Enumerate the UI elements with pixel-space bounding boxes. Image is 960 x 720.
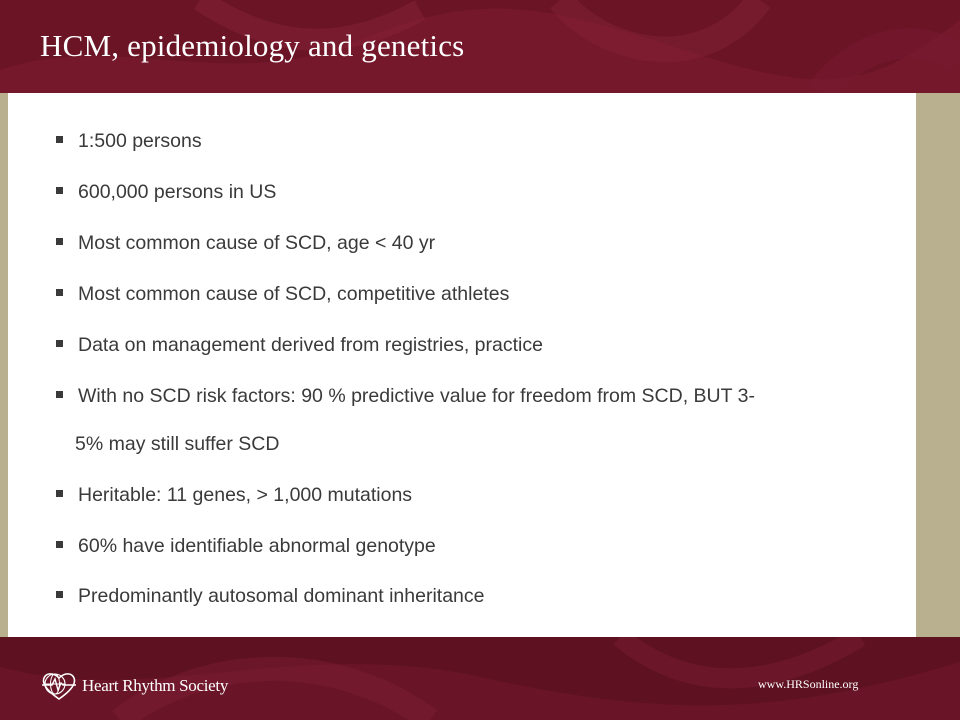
square-bullet-icon — [56, 340, 63, 347]
bullet-item — [56, 129, 202, 153]
bullet-item — [56, 384, 755, 408]
heart-globe-icon — [40, 670, 78, 702]
bullet-item — [56, 534, 436, 558]
square-bullet-icon — [56, 541, 63, 548]
right-tan-strip — [916, 93, 960, 637]
bullet-text: Most common cause of SCD, age < 40 yr — [78, 232, 436, 254]
bullet-text: Heritable: 11 genes, > 1,000 mutations — [78, 484, 413, 506]
square-bullet-icon — [56, 136, 63, 143]
bullet-item — [56, 282, 509, 306]
slide-title: HCM, epidemiology and genetics — [40, 28, 465, 63]
square-bullet-icon — [56, 391, 63, 398]
bullet-continuation-text: 5% may still suffer SCD — [75, 433, 280, 455]
bullet-item — [56, 180, 276, 204]
heart-rhythm-society-logo — [40, 670, 228, 702]
bullet-text: 60% have identifiable abnormal genotype — [78, 535, 436, 557]
left-tan-strip — [0, 93, 8, 637]
square-bullet-icon — [56, 591, 63, 598]
bullet-text: Most common cause of SCD, competitive athletes — [78, 283, 510, 305]
bullet-text: Data on management derived from registries, practice — [78, 334, 543, 356]
content-panel — [8, 93, 916, 637]
square-bullet-icon — [56, 289, 63, 296]
bullet-text: With no SCD risk factors: 90 % predictive value for freedom from SCD, BUT 3- — [78, 385, 755, 407]
footer-url: www.HRSonline.org — [758, 677, 859, 691]
bullet-text: 1:500 persons — [78, 130, 202, 152]
square-bullet-icon — [56, 187, 63, 194]
header-band — [0, 0, 960, 93]
bullet-text: 600,000 persons in US — [78, 181, 277, 203]
square-bullet-icon — [56, 490, 63, 497]
bullet-item — [56, 584, 484, 608]
square-bullet-icon — [56, 238, 63, 245]
bullet-item — [56, 333, 543, 357]
bullet-item — [56, 483, 412, 507]
logo-text: Heart Rhythm Society — [82, 676, 229, 695]
bullet-text: Predominantly autosomal dominant inheritance — [78, 585, 485, 607]
bullet-continuation — [75, 432, 279, 456]
bullet-item — [56, 231, 435, 255]
